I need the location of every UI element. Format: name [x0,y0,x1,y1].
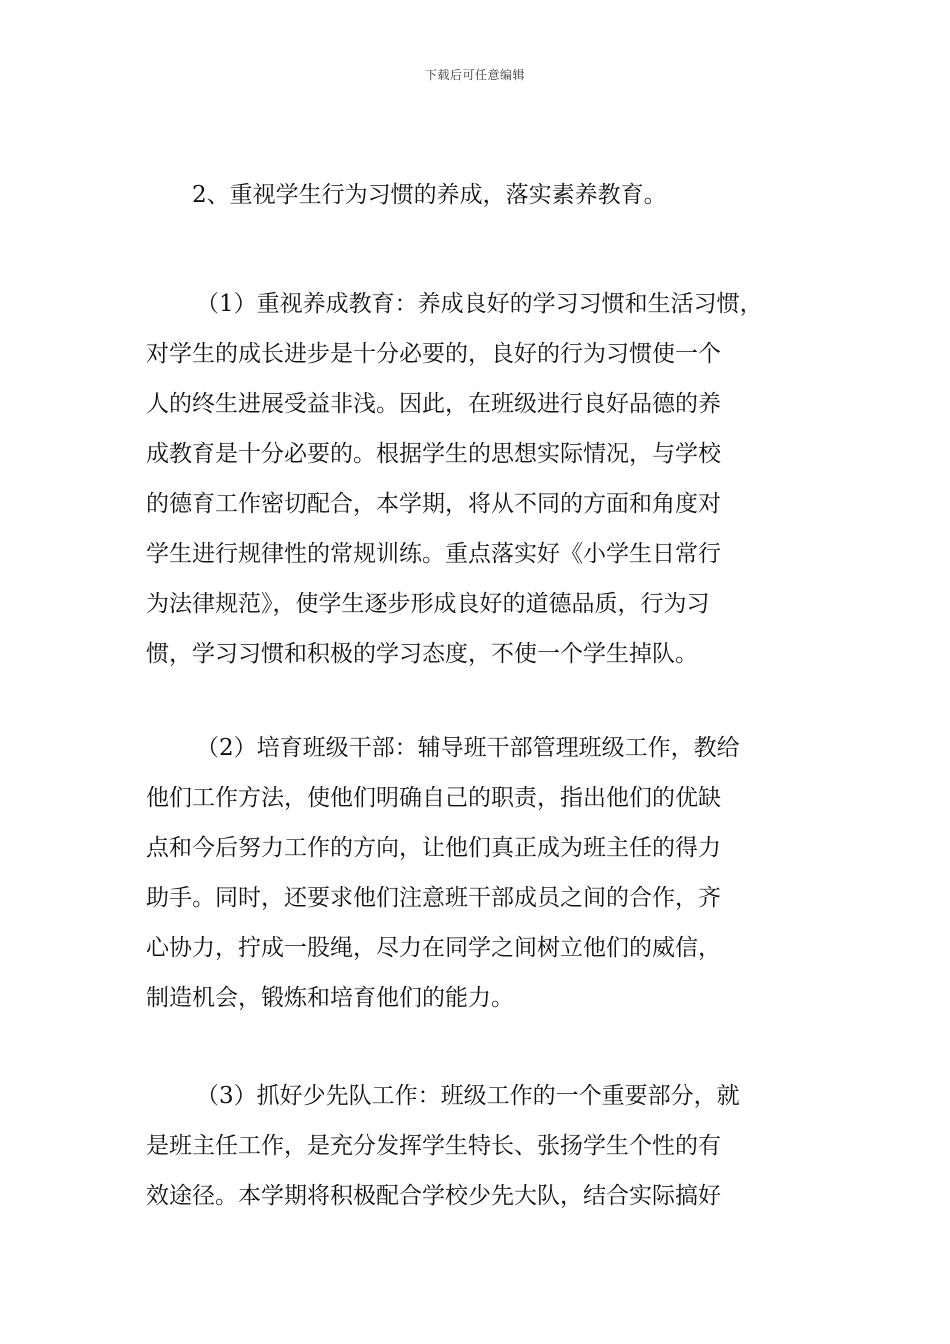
paragraph-habit-education [146,279,826,679]
paragraph-class-cadres [146,723,826,1023]
paragraph-line: 为法律规范》，使学生逐步形成良好的道德品质，行为习 [146,591,710,617]
paragraph-line: 是班主任工作，是充分发挥学生特长、张扬学生个性的有 [146,1133,721,1159]
paragraph-line: 成教育是十分必要的。根据学生的思想实际情况，与学校 [146,441,721,467]
paragraph-line: 惯，学习习惯和积极的学习态度，不使一个学生掉队。 [146,641,698,667]
paragraph-young-pioneers [146,1071,826,1221]
paragraph-line: 对学生的成长进步是十分必要的，良好的行为习惯使一个 [146,341,721,367]
paragraph-line: （3）抓好少先队工作：班级工作的一个重要部分，就 [196,1083,740,1109]
paragraph-line: 的德育工作密切配合，本学期，将从不同的方面和角度对 [146,491,721,517]
paragraph-line: 助手。同时，还要求他们注意班干部成员之间的合作，齐 [146,885,721,911]
paragraph-line: （2）培育班级干部：辅导班干部管理班级工作，教给 [196,735,740,761]
paragraph-line: （1）重视养成教育：养成良好的学习习惯和生活习惯， [196,291,763,317]
page-header: 下载后可任意编辑 [424,68,525,82]
paragraph-line: 他们工作方法，使他们明确自己的职责，指出他们的优缺 [146,785,721,811]
paragraph-line: 学生进行规律性的常规训练。重点落实好《小学生日常行 [146,541,721,567]
paragraph-line: 制造机会，锻炼和培育他们的能力。 [146,985,514,1011]
paragraph-line: 心协力，拧成一股绳，尽力在同学之间树立他们的威信， [146,935,721,961]
paragraph-line: 效途径。本学期将积极配合学校少先大队，结合实际搞好 [146,1183,721,1209]
paragraph-line: 人的终生进展受益非浅。因此，在班级进行良好品德的养 [146,391,721,417]
paragraph-line: 点和今后努力工作的方向，让他们真正成为班主任的得力 [146,835,721,861]
section-heading: 2、重视学生行为习惯的养成，落实素养教育。 [192,182,667,208]
